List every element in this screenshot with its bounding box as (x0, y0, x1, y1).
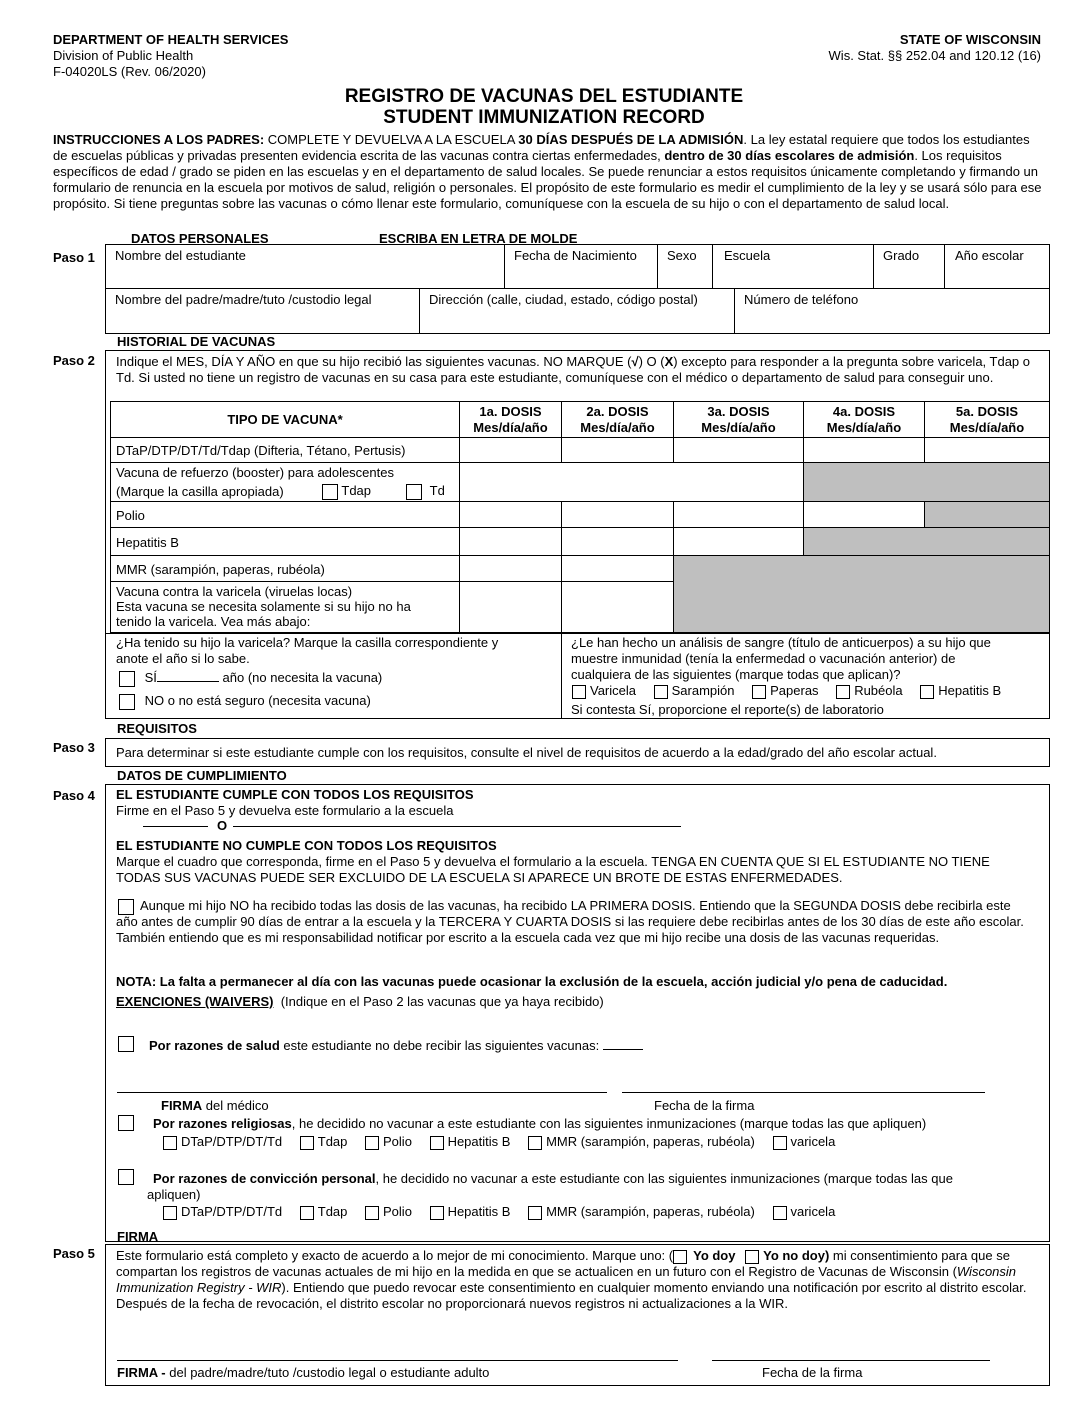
row-booster-label-2: (Marque la casilla apropiada) (116, 484, 284, 499)
blood-test-options (572, 683, 1001, 699)
grade-field[interactable]: Grado (883, 248, 920, 263)
not-meets-title: EL ESTUDIANTE NO CUMPLE CON TODOS LOS REQUISITOS (116, 838, 497, 853)
varicela-question (116, 635, 556, 667)
instr-c: ) excepto para responder a la pregunta sobre varicela, Tdap o Td. Si usted no tiene un registro de vacunas en su casa para este estudiante, comuníquese con el médico o departamento de salud para conseguir uno. (116, 354, 1031, 385)
varicela-question-line-2: anote el año si lo sabe. (116, 651, 250, 666)
instructions-text-3: . Los requisitos específicos de edad / grado se piden en las escuelas y en el departamento de salud locales. Se puede renunciar a estos requisitos únicamente completando y firmando un formulario de renuncia en la escuela por motivos de salud, religión o personales. El propósito de este formulario es medir el cumplimiento de la ley y se usará sólo para ese propósito. Si tiene preguntas sobre las vacunas o cómo llenar este formulario, comuníquese con la escuela de su hijo o con el departamento de salud local. (53, 148, 1042, 211)
varicela-year-input[interactable] (157, 669, 219, 682)
instr-a: Indique el MES, DÍA Y AÑO en que su hijo recibió las siguientes vacunas. NO MARQUE ( (116, 354, 632, 369)
meets-requirements-instr: Firme en el Paso 5 y devuelva este formulario a la escuela (116, 803, 454, 818)
religious-bold: Por razones religiosas (153, 1116, 292, 1131)
blood-varicela-label: Varicela (590, 683, 637, 698)
religious-polio-checkbox[interactable] (365, 1136, 379, 1150)
row-polio-label-cell (110, 501, 460, 528)
dose-4-label: 4a. DOSIS (832, 404, 896, 419)
blood-hepatitis-b-checkbox[interactable] (920, 685, 934, 699)
dose-2-format: Mes/día/año (580, 420, 655, 435)
td-checkbox-group (406, 483, 445, 500)
not-meets-instr: Marque el cuadro que corresponda, firme en el Paso 5 y devuelva el formulario a la escuela. TENGA EN CUENTA QUE SI EL ESTUDIANTE NO TIENE TODAS SUS VACUNAS PUEDE SER EXCLUIDO DE LA ESCUELA SI APARECE UN BROTE DE ESTAS ENFERMEDADES. (116, 854, 990, 885)
step-3-label: Paso 3 (53, 740, 95, 755)
varicela-dose1-input[interactable] (459, 581, 562, 633)
personal-varicela-label: varicela (790, 1204, 836, 1219)
phone-field[interactable]: Número de teléfono (744, 292, 859, 307)
hepb-dose1-input[interactable] (459, 527, 562, 556)
polio-shaded (924, 501, 1050, 528)
polio-dose4-input[interactable] (803, 501, 925, 528)
blood-question-line-3: cualquiera de las siguientes (marque todas que aplican)? (571, 667, 901, 682)
print-note: ESCRIBA EN LETRA DE MOLDE (379, 231, 578, 246)
varicela-yes-label: SÍ (144, 670, 157, 685)
instructions-bold-2: dentro de 30 días escolares de admisión (664, 148, 915, 163)
cell-divider (873, 244, 874, 288)
note-text: NOTA: La falta a permanecer al día con las vacunas puede ocasionar la exclusión de la escuela, acción judicial y/o pena de caducidad. (116, 974, 948, 989)
step-1-label: Paso 1 (53, 250, 95, 265)
varicela-no-row (119, 693, 371, 710)
parent-date-label: Fecha de la firma (762, 1365, 863, 1380)
vaccine-history-heading: HISTORIAL DE VACUNAS (117, 334, 276, 349)
varicela-no-label: NO o no está seguro (necesita vacuna) (144, 693, 371, 708)
varicela-dose2-input[interactable] (561, 581, 674, 633)
vaccine-type-title: TIPO DE VACUNA* (227, 412, 343, 427)
school-field[interactable]: Escuela (724, 248, 771, 263)
wir-name: Wisconsin Immunization Registry - WIR (116, 1264, 1017, 1295)
i-do-checkbox[interactable] (673, 1250, 687, 1264)
lab-report-note: Si contesta Sí, proporcione el reporte(s) de laboratorio (571, 702, 884, 717)
cell-divider (712, 244, 713, 288)
parent-signature-bold: FIRMA - (117, 1365, 166, 1380)
instructions-lead: INSTRUCCIONES A LOS PADRES: (53, 132, 265, 147)
division-name: Division of Public Health (53, 48, 194, 63)
tdap-checkbox[interactable] (322, 484, 338, 500)
religious-mmr-checkbox[interactable] (528, 1136, 542, 1150)
hepb-dose3-input[interactable] (673, 527, 804, 556)
consent-text (116, 1248, 1041, 1312)
personal-data-heading: DATOS PERSONALES (131, 231, 269, 246)
vaccine-instructions (116, 354, 1036, 386)
dose-1-format: Mes/día/año (473, 420, 548, 435)
row-varicela-line-2: Esta vacuna se necesita solamente si su hijo no ha (116, 599, 411, 614)
religious-options (163, 1134, 835, 1150)
consent-text-b: mi consentimiento para que se compartan los registros de vacunas actuales de mi hijo en la medida en que se actualicen en un futuro con el Registro de Vacunas de Wisconsin ( (116, 1248, 1010, 1279)
varicela-yes-row (119, 669, 382, 687)
i-dont-label: Yo no doy) (763, 1248, 830, 1263)
cell-divider (944, 244, 945, 288)
blood-question-line-2: muestre inmunidad (tenía la enfermedad o vacunación anterior) de (571, 651, 956, 666)
physician-date-line[interactable] (622, 1092, 985, 1093)
title-en: STUDENT IMMUNIZATION RECORD (383, 107, 705, 128)
department-name: DEPARTMENT OF HEALTH SERVICES (53, 32, 289, 47)
dtap-dose4-input[interactable] (803, 437, 925, 463)
row-polio-label: Polio (116, 508, 145, 523)
religious-tdap-label: Tdap (317, 1134, 348, 1149)
physician-bold: FIRMA (161, 1098, 203, 1113)
parent-instructions (53, 132, 1043, 212)
dose-4-format: Mes/día/año (826, 420, 902, 435)
health-vaccines-input[interactable] (603, 1049, 643, 1050)
religious-hepb-label: Hepatitis B (447, 1134, 511, 1149)
statute: Wis. Stat. §§ 252.04 and 120.12 (16) (828, 48, 1041, 63)
personal-hepb-label: Hepatitis B (447, 1204, 511, 1219)
cell-divider (419, 288, 420, 334)
hepb-shaded (803, 527, 1050, 556)
parent-signature-rest: del padre/madre/tuto /custodio legal o estudiante adulto (165, 1365, 490, 1380)
row-divider (105, 288, 1050, 289)
row-mmr-label: MMR (sarampión, paperas, rubéola) (116, 562, 325, 577)
booster-dose-input[interactable] (459, 462, 804, 502)
instructions-text-1: COMPLETE Y DEVUELVA A LA ESCUELA (264, 132, 519, 147)
requirements-heading: REQUISITOS (117, 721, 197, 736)
check-symbol: √ (631, 354, 639, 369)
personal-polio-checkbox[interactable] (365, 1206, 379, 1220)
personal-rest: , he decidido no vacunar a este estudiante con las siguientes inmunizaciones (marque todas las que (375, 1171, 953, 1186)
dose-5-format: Mes/día/año (949, 420, 1025, 435)
tdap-checkbox-group (322, 483, 371, 500)
waivers-title: EXENCIONES (WAIVERS) (116, 994, 274, 1009)
physician-date-label: Fecha de la firma (654, 1098, 755, 1113)
dtap-dose5-input[interactable] (924, 437, 1050, 463)
religious-rest: , he decidido no vacunar a este estudiante con las siguientes inmunizaciones (marque todas las que apliquen) (291, 1116, 927, 1131)
first-dose-text: Aunque mi hijo NO ha recibido todas las dosis de las vacunas, ha recibido LA PRIMERA DOSIS. Entiendo que la SEGUNDA DOSIS debe recibirla este año antes de cumplir 90 días de entrar a la escuela y la TERCERA Y CUARTA DOSIS si las requiere debe recibirlas antes de los 30 días de este año escolar. También entiendo que es mi responsabilidad notificar por escrito a la escuela cada vez que mi hijo recibe una dosis de las vacunas requeridas. (116, 898, 1024, 945)
blood-test-question (571, 635, 1041, 683)
address-field[interactable]: Dirección (calle, ciudad, estado, código postal) (429, 292, 698, 307)
religious-tdap-checkbox[interactable] (300, 1136, 314, 1150)
blood-sarampion-checkbox[interactable] (654, 685, 668, 699)
religious-waiver-text (153, 1116, 926, 1131)
meets-requirements-title: EL ESTUDIANTE CUMPLE CON TODOS LOS REQUISITOS (116, 787, 474, 802)
row-varicela-label (116, 584, 411, 629)
title-es: REGISTRO DE VACUNAS DEL ESTUDIANTE (344, 86, 744, 107)
dob-field[interactable]: Fecha de Nacimiento (514, 248, 637, 263)
waivers-note: (Indique en el Paso 2 las vacunas que ya haya recibido) (280, 994, 604, 1009)
or-line-left (143, 826, 208, 827)
school-year-field[interactable]: Año escolar (955, 248, 1024, 263)
religious-dtap-checkbox[interactable] (163, 1136, 177, 1150)
health-waiver-checkbox[interactable] (118, 1036, 134, 1052)
religious-mmr-label: MMR (sarampión, paperas, rubéola) (546, 1134, 755, 1149)
row-divider (105, 633, 1050, 634)
td-checkbox[interactable] (406, 484, 422, 500)
parent-signature-line[interactable] (117, 1360, 678, 1361)
personal-tdap-label: Tdap (317, 1204, 348, 1219)
personal-mmr-label: MMR (sarampión, paperas, rubéola) (546, 1204, 755, 1219)
dose-2-title (561, 404, 674, 436)
mmr-dose2-input[interactable] (561, 555, 674, 582)
dtap-dose3-input[interactable] (673, 437, 804, 463)
personal-bold: Por razones de convicción personal (153, 1171, 376, 1186)
dose-5-title (924, 404, 1050, 436)
religious-dtap-label: DTaP/DTP/DT/Td (181, 1134, 283, 1149)
state-name: STATE OF WISCONSIN (899, 32, 1041, 47)
requirements-text: Para determinar si este estudiante cumple con los requisitos, consulte el nivel de requisitos de acuerdo a la edad/grado del año escolar actual. (116, 745, 937, 760)
varicela-yes-checkbox[interactable] (119, 671, 135, 687)
religious-varicela-label: varicela (790, 1134, 836, 1149)
instr-b: ) O ( (638, 354, 665, 369)
dose-4-title (803, 404, 925, 436)
step-4-label: Paso 4 (53, 788, 95, 803)
row-varicela-line-1: Vacuna contra la varicela (viruelas locas) (116, 584, 353, 599)
personal-dtap-checkbox[interactable] (163, 1206, 177, 1220)
personal-hepb-checkbox[interactable] (430, 1206, 444, 1220)
dtap-dose2-input[interactable] (561, 437, 674, 463)
personal-dtap-label: DTaP/DTP/DT/Td (181, 1204, 283, 1219)
form-id: F-04020LS (Rev. 06/2020) (53, 64, 206, 79)
cell-divider (734, 288, 735, 334)
parent-date-line[interactable] (712, 1360, 990, 1361)
blood-varicela-checkbox[interactable] (572, 685, 586, 699)
physician-rest: del médico (202, 1098, 269, 1113)
row-varicela-line-3: tenido la varicela. Vea más abajo: (116, 614, 311, 629)
i-dont-checkbox[interactable] (745, 1250, 759, 1264)
blood-paperas-label: Paperas (770, 683, 819, 698)
sex-field[interactable]: Sexo (667, 248, 697, 263)
dose-1-label: 1a. DOSIS (479, 404, 542, 419)
parent-signature-label (117, 1365, 489, 1380)
personal-waiver-text (153, 1171, 953, 1186)
instructions-bold-1: 30 DÍAS DESPUÉS DE LA ADMISIÓN (518, 132, 744, 147)
step-5-label: Paso 5 (53, 1246, 95, 1261)
mmr-varicela-shaded (673, 555, 1050, 633)
instructions-text-2: . La ley estatal requiere que todos los estudiantes de escuelas públicas y privadas presenten evidencia escrita de las vacunas contra ciertas enfermedades, (53, 132, 1030, 163)
dose-5-label: 5a. DOSIS (955, 404, 1019, 419)
personal-waiver-text-2: apliquen) (147, 1187, 201, 1202)
parent-name-field[interactable]: Nombre del padre/madre/tuto /custodio legal (115, 292, 372, 307)
personal-mmr-checkbox[interactable] (528, 1206, 542, 1220)
religious-waiver-checkbox[interactable] (118, 1115, 134, 1131)
physician-signature-line[interactable] (117, 1092, 607, 1093)
physician-signature-label (161, 1098, 269, 1113)
consent-text-a: Este formulario está completo y exacto de acuerdo a lo mejor de mi conocimiento. Marque uno: ( (116, 1248, 674, 1263)
cell-divider (561, 633, 562, 719)
hepb-dose2-input[interactable] (561, 527, 674, 556)
health-waiver-checkbox-wrap (118, 1035, 134, 1052)
tdap-label: Tdap (341, 483, 372, 498)
cell-divider (657, 244, 658, 288)
varicela-yes-note: año (no necesita la vacuna) (222, 670, 383, 685)
dose-3-title (673, 404, 804, 436)
compliance-heading: DATOS DE CUMPLIMIENTO (117, 768, 287, 783)
booster-shaded (803, 462, 1050, 502)
td-label: Td (429, 483, 445, 498)
blood-hepatitis-b-label: Hepatitis B (938, 683, 1002, 698)
dose-2-label: 2a. DOSIS (586, 404, 649, 419)
health-waiver-text (149, 1038, 643, 1053)
dtap-dose1-input[interactable] (459, 437, 562, 463)
blood-sarampion-label: Sarampión (671, 683, 735, 698)
blood-question-line-1: ¿Le han hecho un análisis de sangre (título de anticuerpos) a su hijo que (571, 635, 991, 650)
step-2-label: Paso 2 (53, 353, 95, 368)
polio-dose2-input[interactable] (561, 501, 674, 528)
row-booster-label-1: Vacuna de refuerzo (booster) para adolescentes (116, 465, 394, 480)
or-line-right (233, 826, 681, 827)
varicela-no-checkbox[interactable] (119, 694, 135, 710)
personal-tdap-checkbox[interactable] (300, 1206, 314, 1220)
personal-waiver-checkbox-wrap (118, 1168, 134, 1185)
mmr-dose1-input[interactable] (459, 555, 562, 582)
religious-hepb-checkbox[interactable] (430, 1136, 444, 1150)
x-symbol: X (664, 354, 674, 369)
health-waiver-bold: Por razones de salud (149, 1038, 280, 1053)
dose-1-title (459, 404, 562, 436)
cell-divider (504, 244, 505, 288)
dose-3-label: 3a. DOSIS (707, 404, 770, 419)
religious-waiver-checkbox-wrap (118, 1114, 134, 1131)
health-waiver-rest: este estudiante no debe recibir las siguientes vacunas: (279, 1038, 600, 1053)
or-separator: O (217, 818, 228, 833)
polio-dose1-input[interactable] (459, 501, 562, 528)
dose-3-format: Mes/día/año (701, 420, 776, 435)
i-do-label: Yo doy (693, 1248, 736, 1263)
blood-paperas-checkbox[interactable] (752, 685, 766, 699)
waivers-row (116, 994, 604, 1009)
blood-rubeola-checkbox[interactable] (836, 685, 850, 699)
personal-polio-label: Polio (383, 1204, 412, 1219)
consent-text-c: ). Entiendo que puedo revocar este consentimiento en cualquier momento enviando una notificación por escrito al distrito escolar. Después de la fecha de revocación, el distrito escolar no proporcionará nuevos registros ni actualizaciones a la WIR. (116, 1280, 1027, 1311)
personal-options (163, 1204, 835, 1220)
religious-polio-label: Polio (383, 1134, 412, 1149)
religious-varicela-checkbox[interactable] (773, 1136, 787, 1150)
personal-varicela-checkbox[interactable] (773, 1206, 787, 1220)
personal-waiver-checkbox[interactable] (118, 1169, 134, 1185)
polio-dose3-input[interactable] (673, 501, 804, 528)
blood-rubeola-label: Rubéola (854, 683, 903, 698)
row-dtap-label: DTaP/DTP/DT/Td/Tdap (Difteria, Tétano, Pertusis) (116, 443, 406, 458)
varicela-question-line-1: ¿Ha tenido su hijo la varicela? Marque la casilla correspondiente y (116, 635, 499, 650)
signature-heading: FIRMA (117, 1229, 159, 1244)
student-name-field[interactable]: Nombre del estudiante (115, 248, 246, 263)
row-hepb-label: Hepatitis B (116, 535, 179, 550)
